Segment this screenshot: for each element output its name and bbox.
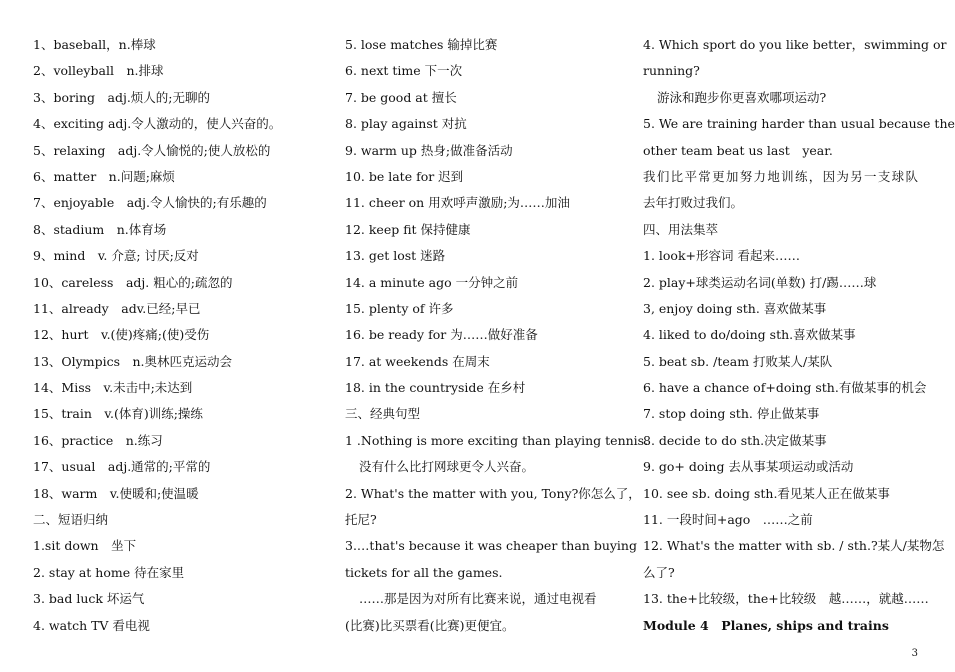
text-line: 13. get lost 迷路 — [345, 248, 446, 264]
text-line: 17、usual adj.通常的;平常的 — [33, 459, 211, 475]
text-line: 16、practice n.练习 — [33, 432, 163, 448]
text-line: 么了? — [643, 564, 675, 580]
text-line: 5、relaxing adj.令人愉悦的;使人放松的 — [33, 142, 271, 158]
page-number: 3 — [911, 648, 918, 659]
text-line: 12. keep fit 保持健康 — [345, 221, 471, 237]
text-line: 9. warm up 热身;做准备活动 — [345, 142, 513, 158]
text-line: 托尼? — [345, 512, 377, 528]
text-line: 15. plenty of 许多 — [345, 300, 454, 316]
text-line: 3.…that's because it was cheaper than buying — [345, 538, 637, 554]
text-line: 9、mind v. 介意; 讨厌;反对 — [33, 248, 199, 264]
text-line: 9. go+ doing 去从事某项运动或活动 — [643, 459, 854, 475]
text-line: 14、Miss v.未击中;未达到 — [33, 380, 193, 396]
text-line: 去年打败过我们。 — [643, 195, 744, 211]
text-line: 14. a minute ago 一分钟之前 — [345, 274, 519, 290]
text-line: 1、baseball，n.棒球 — [33, 37, 156, 52]
text-line: 7. be good at 擅长 — [345, 89, 457, 105]
text-line: 三、经典句型 — [345, 406, 421, 422]
text-line: 11. cheer on 用欢呼声激励;为……加油 — [345, 195, 570, 211]
text-line: 2. play+球类运动名词(单数) 打/踢……球 — [643, 274, 877, 290]
text-line: 11、already adv.已经;早已 — [33, 300, 201, 316]
text-line: 16. be ready for 为……做好准备 — [345, 327, 538, 343]
text-line: ……那是因为对所有比赛来说，通过电视看 — [359, 591, 597, 607]
text-line: 1. look+形容词 看起来…… — [643, 248, 800, 264]
text-line: 6、matter n.问题;麻烦 — [33, 168, 175, 184]
text-line: 二、短语归纳 — [33, 512, 109, 528]
text-line: 2. What's the matter with you, Tony?你怎么了， — [345, 485, 641, 501]
text-line: 17. at weekends 在周末 — [345, 353, 490, 369]
text-line: 4. liked to do/doing sth.喜欢做某事 — [643, 327, 856, 343]
text-line: 10、careless adj. 粗心的;疏忽的 — [33, 274, 233, 290]
text-line: 7、enjoyable adj.令人愉快的;有乐趣的 — [33, 195, 267, 211]
text-line: 1 .Nothing is more exciting than playing tennis. — [345, 432, 649, 448]
text-line: running? — [643, 63, 700, 79]
left-column — [33, 36, 313, 643]
text-line: 8、stadium n.体育场 — [33, 221, 167, 237]
text-line: 4. watch TV 看电视 — [33, 617, 150, 633]
middle-column — [345, 36, 649, 643]
text-line: (比赛)比买票看(比赛)更便宜。 — [345, 617, 515, 633]
text-line: 7. stop doing sth. 停止做某事 — [643, 406, 820, 422]
text-line: 13、Olympics n.奥林匹克运动会 — [33, 353, 233, 369]
text-line: 13. the+比较级，the+比较级 越……，就越…… — [643, 591, 929, 607]
text-line: 18. in the countryside 在乡村 — [345, 380, 526, 396]
text-line: 5. beat sb. /team 打败某人/某队 — [643, 353, 833, 369]
text-line: 15、train v.(体育)训练;操练 — [33, 406, 203, 422]
text-line: 11. 一段时间+ago ……之前 — [643, 512, 813, 528]
text-line: 没有什么比打网球更令人兴奋。 — [359, 459, 535, 475]
right-column — [643, 36, 955, 643]
text-line: 4、exciting adj.令人激动的，使人兴奋的。 — [33, 116, 282, 132]
text-line: Module 4 Planes, ships and trains — [643, 617, 889, 633]
text-line: 12. What's the matter with sb. / sth.?某人/某物怎 — [643, 538, 945, 554]
text-line: 8. play against 对抗 — [345, 116, 467, 132]
text-line: 6. have a chance of+doing sth.有做某事的机会 — [643, 380, 927, 396]
text-line: 10. see sb. doing sth.看见某人正在做某事 — [643, 485, 890, 501]
text-line: 我们比平常更加努力地训练，因为另一支球队 — [643, 168, 918, 184]
text-line: 2. stay at home 待在家里 — [33, 564, 185, 580]
text-line: 4. Which sport do you like better，swimming or — [643, 37, 947, 52]
text-line: other team beat us last year. — [643, 142, 833, 158]
text-line: 6. next time 下一次 — [345, 63, 463, 79]
text-line: 5. We are training harder than usual because the — [643, 116, 955, 132]
text-line: 12、hurt v.(使)疼痛;(使)受伤 — [33, 327, 210, 343]
text-line: tickets for all the games. — [345, 564, 503, 580]
text-line: 1.sit down 坐下 — [33, 538, 137, 554]
text-line: 18、warm v.使暖和;使温暖 — [33, 485, 199, 501]
text-line: 四、用法集萃 — [643, 221, 719, 237]
text-line: 5. lose matches 输掉比赛 — [345, 37, 498, 52]
text-line: 8. decide to do sth.决定做某事 — [643, 432, 827, 448]
text-line: 3. bad luck 坏运气 — [33, 591, 145, 607]
text-line: 游泳和跑步你更喜欢哪项运动? — [657, 89, 827, 105]
text-line: 2、volleyball n.排球 — [33, 63, 164, 79]
text-line: 3, enjoy doing sth. 喜欢做某事 — [643, 300, 827, 316]
text-line: 3、boring adj.烦人的;无聊的 — [33, 89, 211, 105]
text-line: 10. be late for 迟到 — [345, 168, 464, 184]
